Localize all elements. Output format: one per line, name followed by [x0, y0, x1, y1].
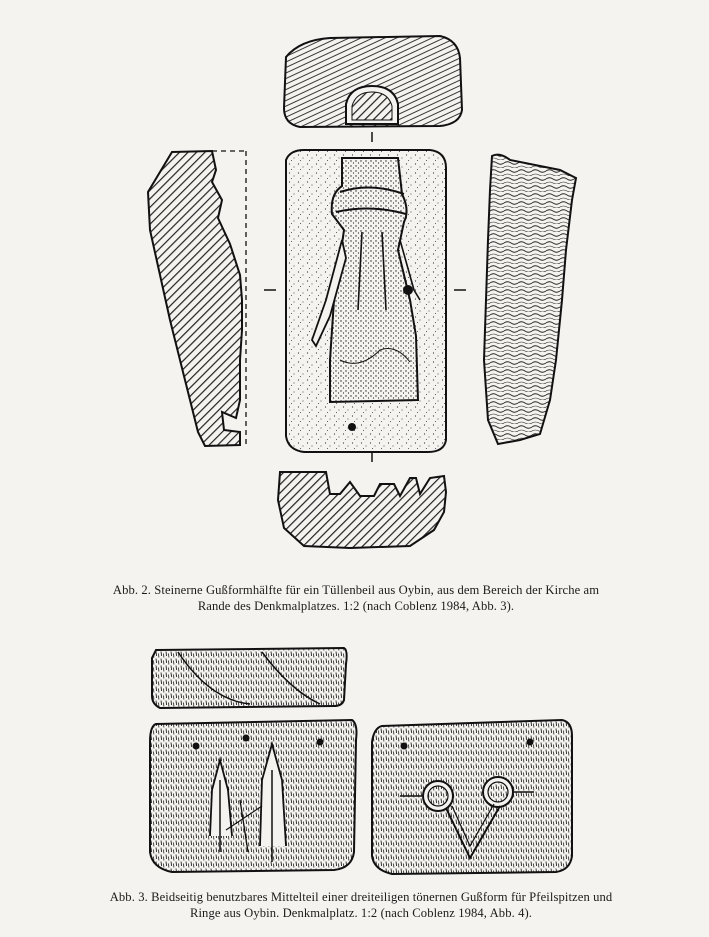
mould-middle-top-view: [152, 648, 347, 708]
mould-left-section: [148, 151, 246, 446]
mould-top-view: [284, 36, 462, 127]
figure-3-caption-line-1: Abb. 3. Beidseitig benutzbares Mittelteil einer dreiteiligen tönernen Gußform für Pfeilspitzen und: [109, 890, 613, 904]
figure-2-caption-line-1: Abb. 2. Steinerne Gußformhälfte für ein Tüllenbeil aus Oybin, aus dem Bereich der Kirche am: [112, 583, 600, 597]
figure-2-caption-line-2: Rande des Denkmalplatzes. 1:2 (nach Coblenz 1984, Abb. 3).: [197, 598, 515, 613]
figure-3-caption-line-2: Ringe aus Oybin. Denkmalplatz. 1:2 (nach Coblenz 1984, Abb. 4).: [189, 905, 533, 920]
figure-2-caption: [56, 583, 656, 614]
figure-3-caption: [56, 890, 666, 921]
mould-bottom-section: [278, 472, 446, 548]
mould-arrowhead-side: [150, 720, 357, 872]
mould-ring-side: [372, 720, 572, 874]
mould-front-view: [286, 150, 446, 452]
mould-side-view: [484, 155, 576, 444]
